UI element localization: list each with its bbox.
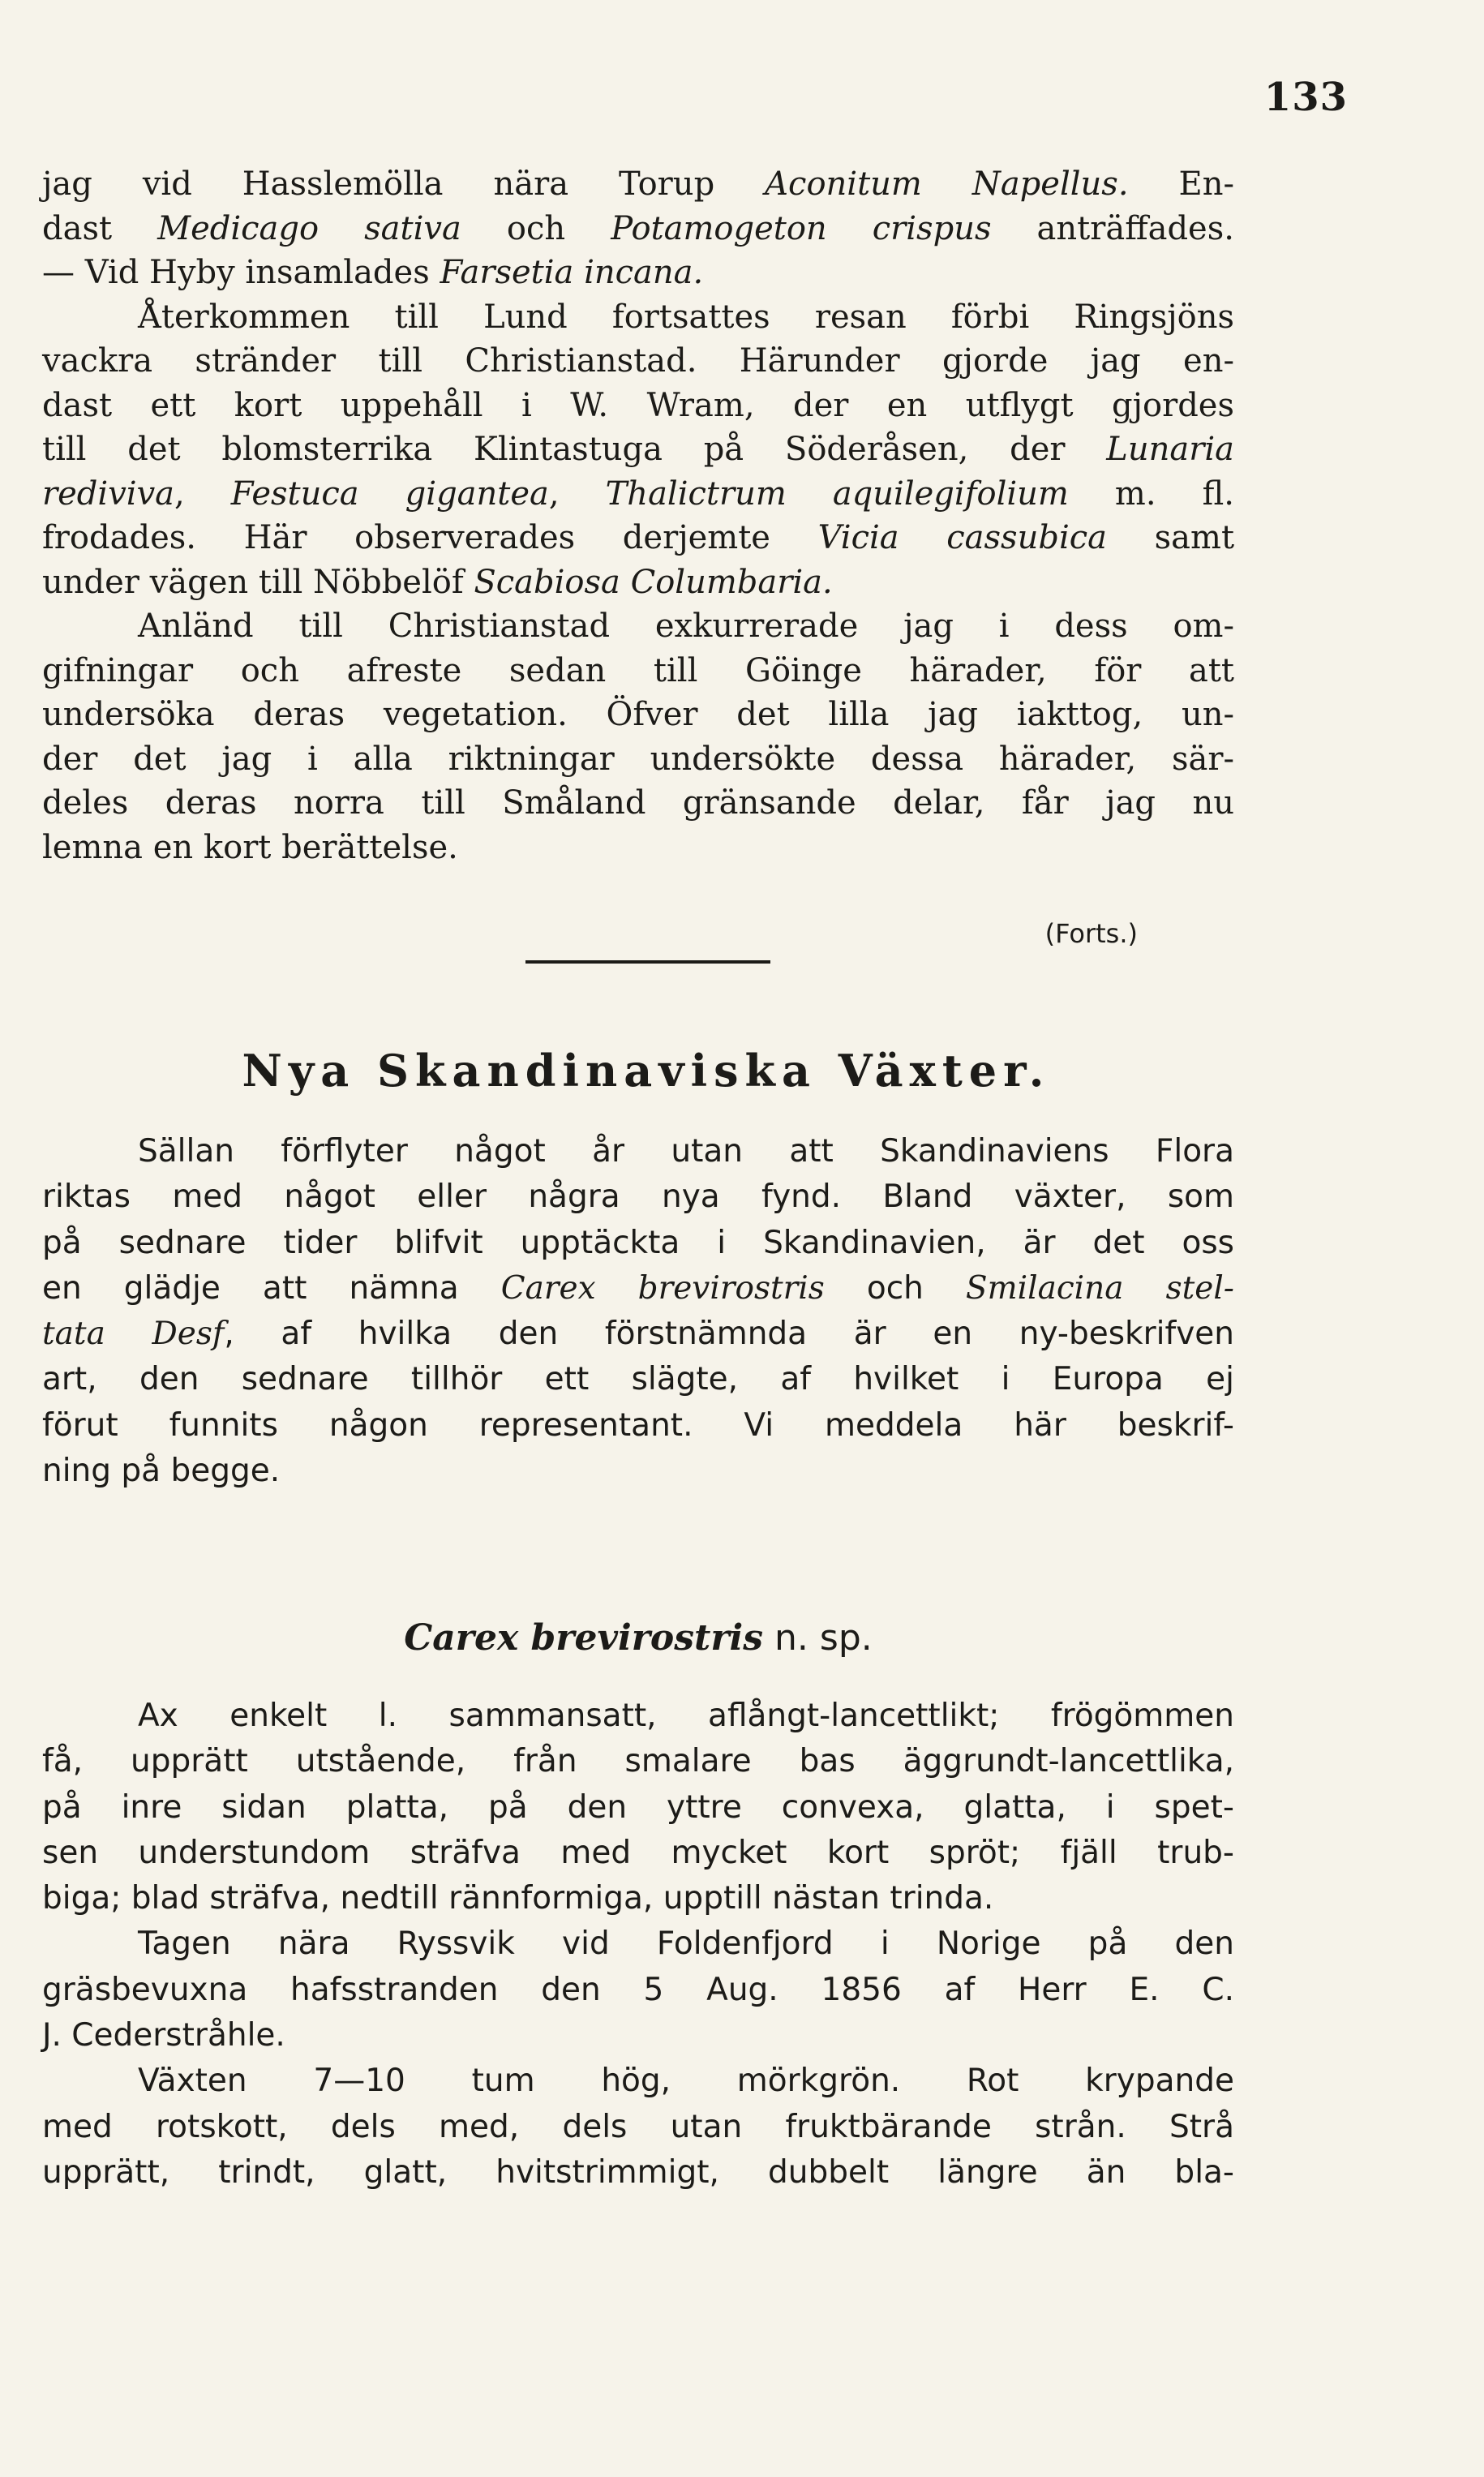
paragraph-locality — [42, 1921, 1234, 2058]
section-heading: Nya Skandinaviska Växter. — [242, 1045, 1051, 1097]
species-name: rediviva — [42, 474, 175, 513]
text-line: Anländ till Christianstad exkurrerade jag i dess om- — [138, 607, 1234, 645]
text-line: förut funnits någon representant. Vi meddela här beskrif- — [42, 1406, 1234, 1444]
species-heading-name: Carex brevirostris — [404, 1617, 764, 1659]
species-heading-suffix: n. sp. — [774, 1617, 873, 1659]
text-line: gifningar och afreste sedan till Göinge härader, för att — [42, 651, 1234, 689]
paragraph-aterkommen — [42, 295, 1234, 605]
text-line: med rotskott, dels med, dels utan fruktbärande strån. Strå — [42, 2108, 1234, 2145]
text-line: till det blomsterrika Klintastuga på Söderåsen, der Lunaria — [42, 431, 1234, 468]
species-name: Smilacina stel- — [965, 1269, 1234, 1307]
text-line: en glädje att nämna Carex brevirostris och Smilacina stel- — [42, 1269, 1234, 1307]
species-name: Potamogeton crispus — [611, 209, 992, 247]
species-name: Farsetia incana. — [440, 254, 704, 291]
species-heading — [42, 1617, 1234, 1659]
section-divider — [525, 960, 770, 964]
species-name: Scabiosa Columbaria. — [474, 563, 833, 601]
species-name: Aconitum Napellus. — [765, 165, 1129, 203]
text-line: på inre sidan platta, på den yttre convexa, glatta, i spet- — [42, 1788, 1234, 1826]
text-line: art, den sednare tillhör ett slägte, af hvilket i Europa ej — [42, 1361, 1234, 1398]
species-name: Medicago sativa — [157, 209, 461, 247]
species-name: Festuca gigantea — [230, 474, 549, 513]
paragraph-diagnosis — [42, 1694, 1234, 1921]
text-line: J. Cederstråhle. — [42, 2017, 285, 2054]
species-name: tata Desf — [42, 1316, 225, 1353]
text-line: Ax enkelt l. sammansatt, aflångt-lancettlikt; frögömmen — [138, 1698, 1234, 1734]
text-line: jag vid Hasslemölla nära Torup Aconitum Napellus. En- — [42, 165, 1234, 203]
text-line: gräsbevuxna hafsstranden den 5 Aug. 1856 af Herr E. C. — [42, 1971, 1234, 2008]
text-line: ning på begge. — [42, 1453, 281, 1490]
species-name: Thalictrum aquilegifolium — [605, 474, 1069, 513]
text-line: på sednare tider blifvit upptäckta i Skandinavien, är det oss — [42, 1224, 1234, 1261]
travel-narrative — [42, 162, 1234, 869]
text-line: rediviva, Festuca gigantea, Thalictrum aquilegifolium m. fl. — [42, 474, 1234, 513]
text-line: deles deras norra till Småland gränsande delar, får jag nu — [42, 784, 1234, 822]
text-line: Återkommen till Lund fortsattes resan förbi Ringsjöns — [138, 298, 1234, 336]
text-line: frodades. Här observerades derjemte Vicia cassubica samt — [42, 519, 1235, 556]
species-name: Vicia cassubica — [817, 519, 1107, 556]
intro-section — [42, 1129, 1234, 1494]
text-line: Växten 7—10 tum hög, mörkgrön. Rot krypande — [138, 2063, 1234, 2100]
page-number: 133 — [1263, 75, 1348, 120]
species-name: Lunaria — [1106, 431, 1234, 468]
text-line: — Vid Hyby insamlades Farsetia incana. — [42, 254, 704, 291]
text-line: under vägen till Nöbbelöf Scabiosa Columbaria. — [42, 563, 833, 601]
text-line: dast Medicago sativa och Potamogeton crispus anträffades. — [42, 209, 1234, 247]
species-description — [42, 1694, 1234, 2196]
paragraph-anland — [42, 604, 1234, 869]
paragraph-hasslemolla — [42, 162, 1234, 295]
text-line: upprätt, trindt, glatt, hvitstrimmigt, dubbelt längre än bla- — [42, 2153, 1234, 2191]
text-line: der det jag i alla riktningar undersökte dessa härader, sär- — [42, 740, 1234, 778]
text-line: riktas med något eller några nya fynd. Bland växter, som — [42, 1178, 1234, 1216]
text-line: lemna en kort berättelse. — [42, 828, 458, 866]
text-line: Sällan förflyter något år utan att Skandinaviens Flora — [138, 1133, 1234, 1170]
continuation-note: (Forts.) — [1044, 918, 1138, 949]
text-line: tata Desf, af hvilka den förstnämnda är en ny-beskrifven — [42, 1316, 1234, 1353]
text-line: sen understundom sträfva med mycket kort spröt; fjäll trub- — [42, 1834, 1234, 1871]
text-line: biga; blad sträfva, nedtill rännformiga, upptill nästan trinda. — [42, 1880, 994, 1917]
text-line: undersöka deras vegetation. Öfver det lilla jag iakttog, un- — [42, 696, 1234, 733]
text-line: vackra stränder till Christianstad. Härunder gjorde jag en- — [42, 342, 1234, 380]
paragraph-intro — [42, 1129, 1234, 1494]
text-line: få, upprätt utstående, från smalare bas äggrundt-lancettlika, — [42, 1743, 1234, 1780]
paragraph-description — [42, 2058, 1234, 2196]
text-line: dast ett kort uppehåll i W. Wram, der en utflygt gjordes — [42, 386, 1234, 424]
text-line: Tagen nära Ryssvik vid Foldenfjord i Norige på den — [138, 1925, 1234, 1963]
species-name: Carex brevirostris — [500, 1269, 825, 1307]
